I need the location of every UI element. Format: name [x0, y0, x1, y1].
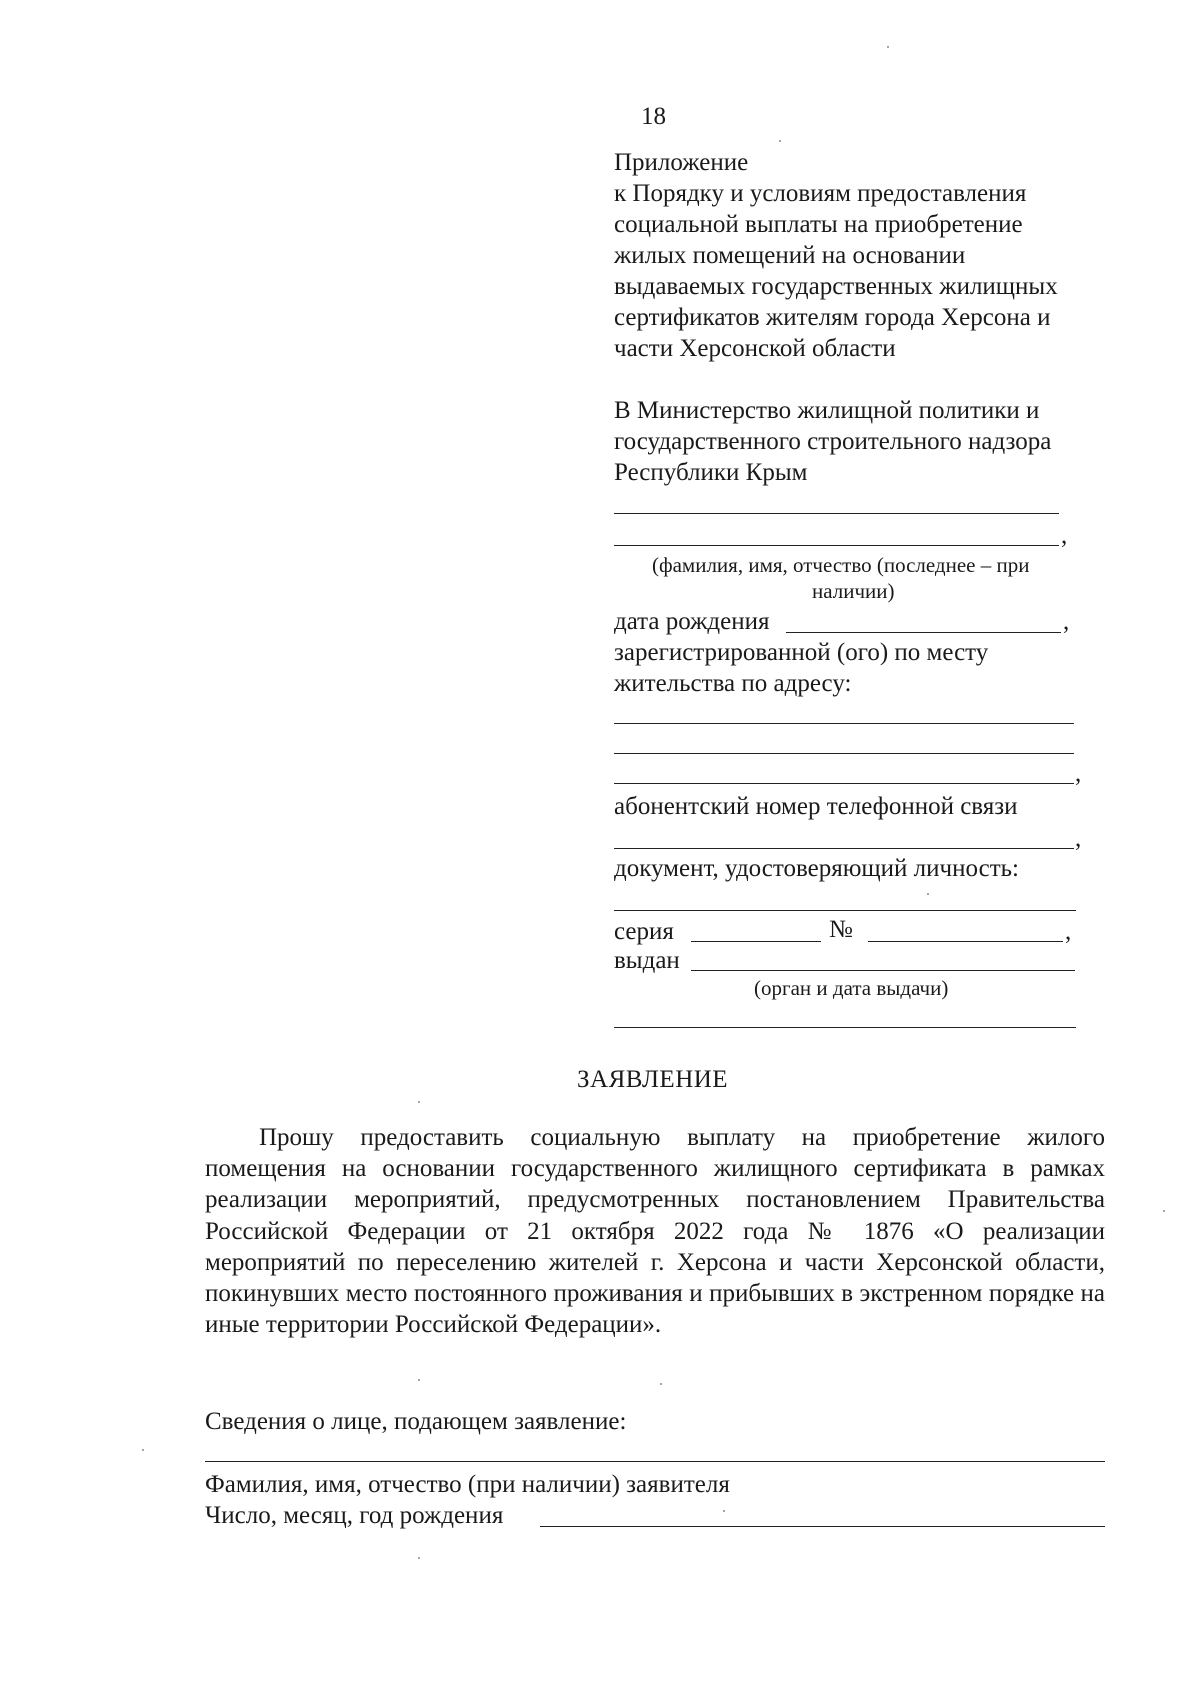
appendix-line: выдаваемых государственных жилищных: [614, 273, 1058, 300]
registered-label: жительства по адресу:: [614, 670, 852, 697]
fio-blank-line[interactable]: [614, 545, 1059, 546]
appendix-line: части Херсонской области: [614, 335, 896, 362]
issued-label: выдан: [614, 947, 680, 974]
id-document-blank-line[interactable]: [614, 910, 1076, 911]
appendix-line: сертификатов жителям города Херсона и: [614, 304, 1051, 331]
scan-speck: [418, 1379, 420, 1381]
scan-speck: [723, 1510, 725, 1512]
fio-caption: наличии): [812, 579, 895, 603]
scan-speck: [1163, 1210, 1165, 1212]
applicant-info-label: Сведения о лице, подающем заявление:: [205, 1408, 627, 1435]
scan-speck: [142, 1449, 144, 1451]
appendix-title: Приложение: [614, 149, 749, 176]
appendix-line: жилых помещений на основании: [614, 242, 966, 269]
comma: ,: [1075, 760, 1082, 787]
series-blank-line[interactable]: [691, 941, 821, 942]
issued-caption: (орган и дата выдачи): [754, 976, 949, 1000]
scan-speck: [418, 1101, 420, 1103]
applicant-fio-blank-line[interactable]: [205, 1461, 1105, 1462]
addressee-line: государственного строительного надзора: [614, 428, 1052, 455]
number-label: №: [829, 916, 853, 943]
appendix-line: к Порядку и условиям предоставления: [614, 180, 1027, 207]
scan-speck: [418, 1557, 420, 1559]
appendix-line: социальной выплаты на приобретение: [614, 211, 1023, 238]
scan-speck: [927, 893, 929, 895]
scan-speck: [887, 46, 889, 48]
registered-label: зарегистрированной (ого) по месту: [614, 639, 989, 666]
page-number: 18: [641, 103, 666, 130]
address-blank-line[interactable]: [614, 783, 1074, 784]
phone-label: абонентский номер телефонной связи: [614, 793, 1018, 820]
address-blank-line[interactable]: [614, 753, 1074, 754]
address-blank-line[interactable]: [614, 723, 1074, 724]
applicant-birth-blank-line[interactable]: [540, 1526, 1105, 1527]
applicant-birth-label: Число, месяц, год рождения: [205, 1502, 504, 1529]
birth-date-label: дата рождения: [614, 608, 770, 635]
statement-body: Прошу предоставить социальную выплату на приобретение жилого помещения на основании государственного жилищного сертификата в рамках реализации мероприятий, предусмотренных постановлением Правительства Российской Федерации от 21 октября 2022 года № 1876 «О реализации мероприятий по переселению жителей г. Херсона и части Херсонской области, покинувших место постоянного проживания и прибывших в экстренном порядке на иные территории Российской Федерации».: [205, 1124, 1105, 1339]
series-label: серия: [614, 918, 674, 945]
phone-blank-line[interactable]: [614, 848, 1074, 849]
id-document-label: документ, удостоверяющий личность:: [614, 855, 1019, 882]
statement-title: ЗАЯВЛЕНИЕ: [577, 1066, 729, 1093]
comma: ,: [1061, 522, 1068, 549]
birth-date-blank-line[interactable]: [786, 632, 1061, 633]
fio-blank-line[interactable]: [614, 513, 1059, 514]
scan-speck: [660, 1383, 662, 1385]
comma: ,: [1075, 825, 1082, 852]
addressee-line: Республики Крым: [614, 459, 808, 486]
comma: ,: [1063, 608, 1070, 635]
issued-blank-line[interactable]: [691, 970, 1075, 971]
applicant-fio-label: Фамилия, имя, отчество (при наличии) заявителя: [205, 1471, 730, 1498]
number-blank-line[interactable]: [868, 941, 1063, 942]
fio-caption: (фамилия, имя, отчество (последнее – при: [652, 553, 1030, 577]
addressee-line: В Министерство жилищной политики и: [614, 397, 1040, 424]
issued-blank-line[interactable]: [614, 1027, 1076, 1028]
comma: ,: [1065, 918, 1072, 945]
scan-speck: [779, 140, 781, 142]
